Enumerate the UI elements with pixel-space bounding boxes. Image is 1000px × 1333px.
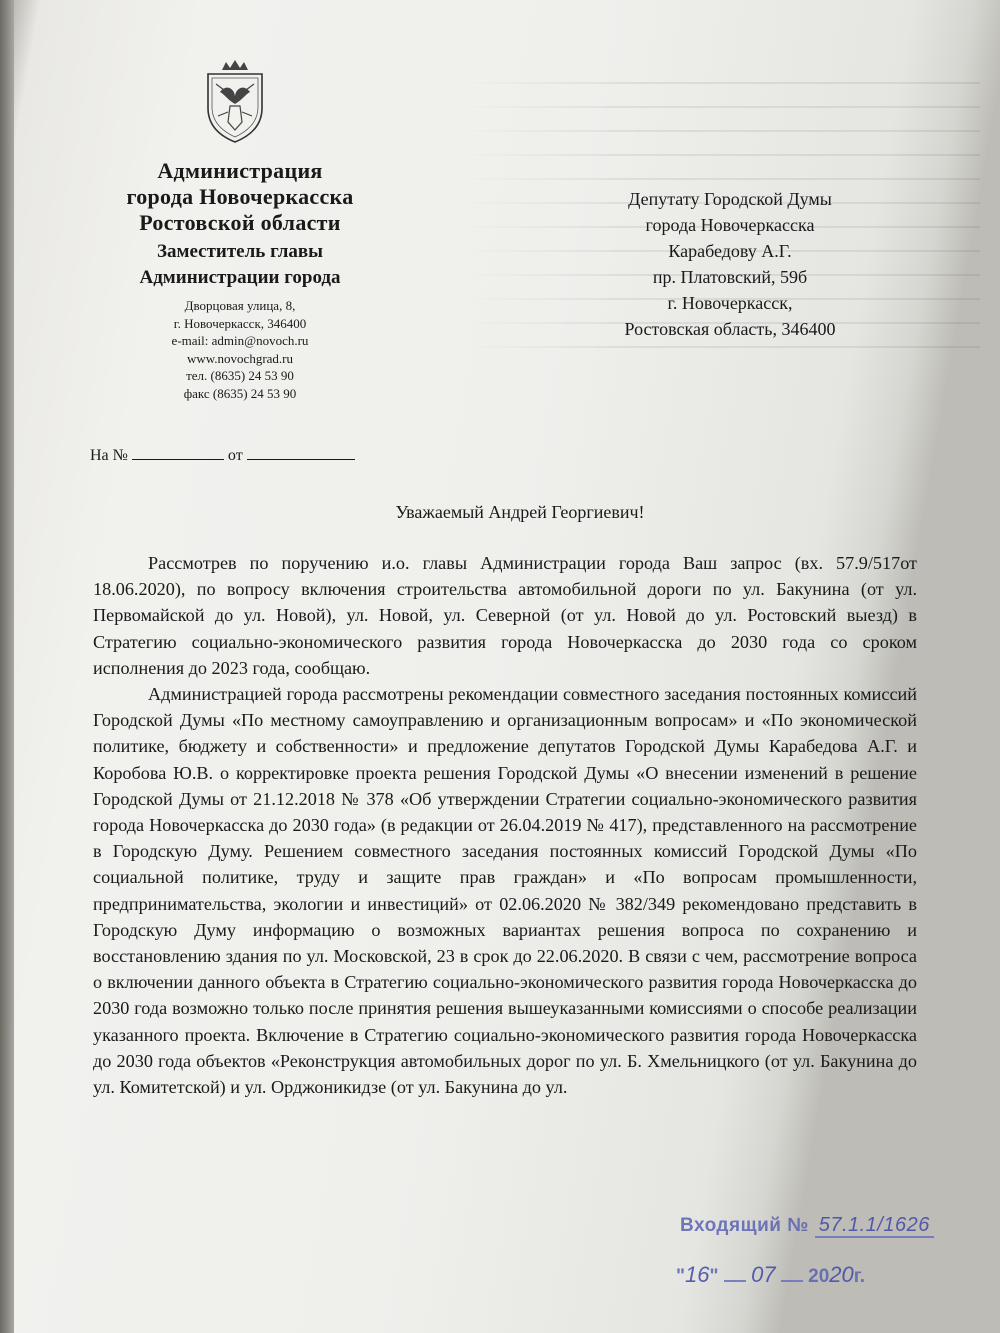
body-paragraph: Администрацией города рассмотрены рекомендации совместного заседания постоянных комиссий Городской Думы «По местному самоуправлению и организационным вопросам» и «По экономической политике, бюджету и собственности» и предложение депутатов Городской Думы Карабедова А.Г. и Коробова Ю.В. о корректировке проекта решения Городской Думы «О внесении изменений в решение Городской Думы от 21.12.2018 № 378 «Об утверждении Стратегии социально-экономического развития города Новочеркасска до 2030 года» (в редакции от 26.04.2019 № 417), представленного на рассмотрение в Городскую Думу. Решением совместного заседания постоянных комиссий Городской Думы «По социальной политике, труду и защите прав граждан» и «По вопросам промышленности, предпринимательства, экологии и инвестиций» от 02.06.2020 № 382/349 рекомендовано представить в Городскую Думу информацию о возможных вариантах решения вопроса по сохранению и восстановлению здания по ул. Московской, 23 в срок до 22.06.2020. В связи с чем, рассмотрение вопроса о включении данного объекта в Стратегию социально-экономического развития города Новочеркасска до 2030 года возможно только после принятия решения вышеуказанными комиссиями о способе реализации указанного проекта. Включение в Стратегию социально-экономического развития города Новочеркасска до 2030 года объектов «Реконструкция автомобильных дорог по ул. Б. Хмельницкого (от ул. Бакунина до ул. Комитетской) и ул. Орджоникидзе (от ул. Бакунина до ул. bbox=[93, 684, 917, 1098]
stamp-month: 07 bbox=[751, 1262, 776, 1287]
coat-of-arms-icon bbox=[200, 60, 270, 144]
org-name-line: Администрация bbox=[157, 158, 323, 183]
stamp-label: Входящий № bbox=[680, 1215, 809, 1236]
deputy-title-line: Заместитель главы bbox=[157, 241, 323, 262]
org-region-line: Ростовской области bbox=[139, 210, 341, 235]
stamp-year-suffix: г. bbox=[853, 1266, 866, 1287]
addressee-line: пр. Платовский, 59б bbox=[652, 267, 808, 287]
letterhead-organization bbox=[90, 158, 390, 291]
reference-number-blank bbox=[132, 445, 224, 460]
contact-city: г. Новочеркасск, 346400 bbox=[173, 315, 307, 331]
letterhead-contacts bbox=[130, 297, 350, 402]
reference-date-blank bbox=[247, 445, 355, 460]
stamp-year: 20 bbox=[829, 1262, 854, 1287]
letter-body bbox=[93, 550, 917, 1100]
reference-date-label: от bbox=[227, 447, 243, 464]
stamp-blank bbox=[781, 1264, 803, 1282]
stamp-day: 16 bbox=[685, 1262, 710, 1287]
contact-fax: факс (8635) 24 53 90 bbox=[183, 385, 297, 401]
addressee-line: Ростовская область, 346400 bbox=[624, 319, 836, 339]
stamp-number: 57.1.1/1626 bbox=[815, 1214, 934, 1238]
addressee-line: г. Новочеркасск, bbox=[667, 293, 793, 313]
body-paragraph: Рассмотрев по поручению и.о. главы Администрации города Ваш запрос (вх. 57.9/517от 18.06.2020), по вопросу включения строительства автомобильной дороги по ул. Бакунина (от ул. Первомайской до ул. Новой), ул. Новой, ул. Северной (от ул. Новой до ул. Ростовский выезд) в Стратегию социально-экономического развития города Новочеркасска до 2030 года со сроком исполнения до 2023 года, сообщаю. bbox=[93, 553, 917, 678]
stamp-year-prefix: 20 bbox=[808, 1266, 830, 1287]
reference-number-label: На № bbox=[90, 447, 128, 464]
addressee-line: города Новочеркасска bbox=[645, 215, 815, 235]
stamp-number-row bbox=[680, 1214, 934, 1237]
contact-street: Дворцовая улица, 8, bbox=[184, 298, 296, 313]
reference-line bbox=[90, 445, 355, 465]
contact-website: www.novochgrad.ru bbox=[186, 350, 294, 366]
paper-edge-shadow bbox=[0, 0, 14, 1333]
deputy-admin-line: Администрации города bbox=[139, 267, 341, 288]
contact-email: e-mail: admin@novoch.ru bbox=[171, 333, 309, 348]
incoming-stamp bbox=[676, 1210, 936, 1300]
stamp-quote-close: " bbox=[709, 1266, 719, 1287]
org-city-line: города Новочеркасска bbox=[126, 184, 354, 209]
addressee-line: Депутату Городской Думы bbox=[628, 189, 832, 209]
contact-phone: тел. (8635) 24 53 90 bbox=[186, 368, 294, 383]
addressee-block bbox=[580, 186, 880, 342]
addressee-line: Карабедову А.Г. bbox=[668, 241, 792, 261]
stamp-quote-open: " bbox=[676, 1266, 686, 1287]
stamp-date-row bbox=[676, 1262, 936, 1288]
salutation: Уважаемый Андрей Георгиевич! bbox=[395, 502, 645, 522]
stamp-blank bbox=[724, 1264, 746, 1282]
